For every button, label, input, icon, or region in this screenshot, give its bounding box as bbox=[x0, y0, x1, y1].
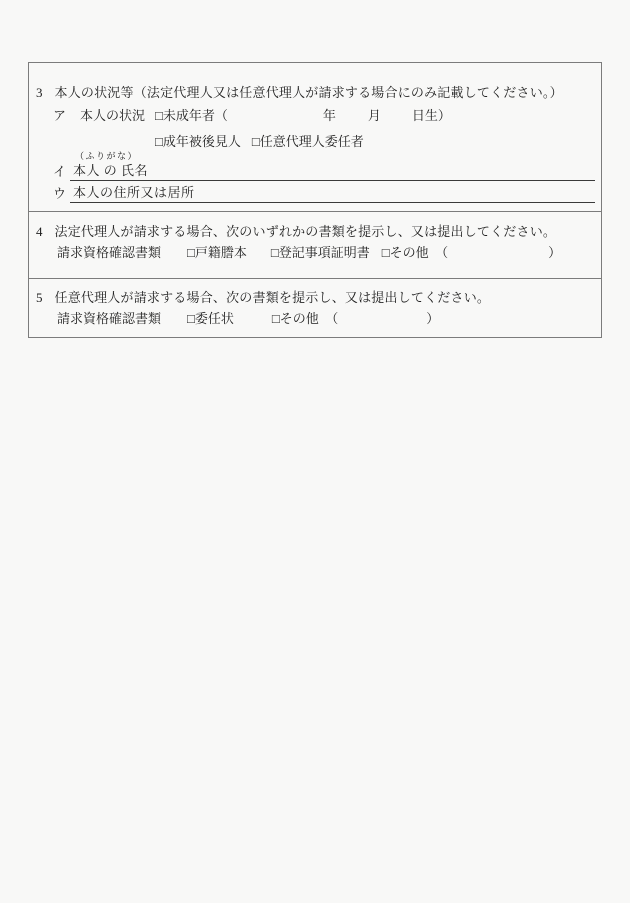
form-box bbox=[28, 62, 602, 338]
item-kana-a: ア bbox=[53, 108, 67, 123]
principal-name-field bbox=[70, 151, 595, 181]
row-principal-status-2 bbox=[29, 133, 601, 151]
section-legal-representative bbox=[29, 211, 601, 278]
qualification-docs-label-sec5: 請求資格確認書類 bbox=[57, 311, 162, 326]
section-principal-status bbox=[29, 63, 601, 211]
principal-status-label: 本人の状況 bbox=[80, 108, 146, 123]
other-close-paren-sec4: ） bbox=[548, 245, 562, 260]
row-principal-name bbox=[29, 151, 601, 181]
section4-title: 法定代理人が請求する場合、次のいずれかの書類を提示し、又は提出してください。 bbox=[54, 224, 557, 239]
section5-number: 5 bbox=[36, 290, 43, 305]
section5-documents-row bbox=[29, 310, 601, 328]
birthdate-close-label: 日生） bbox=[411, 108, 451, 123]
item-kana-u: ウ bbox=[53, 186, 67, 201]
checkbox-adult-ward: □成年被後見人 bbox=[155, 134, 241, 149]
name-label-group bbox=[70, 151, 148, 180]
principal-name-label: 本人 の 氏名 bbox=[73, 163, 149, 178]
checkbox-voluntary-delegator: □任意代理人委任者 bbox=[251, 134, 364, 149]
section4-documents-row bbox=[29, 244, 601, 262]
item-kana-i: イ bbox=[53, 164, 67, 179]
section4-number: 4 bbox=[36, 224, 43, 239]
principal-address-label: 本人の住所又は居所 bbox=[73, 185, 195, 200]
row-principal-status bbox=[29, 107, 601, 125]
qualification-docs-label: 請求資格確認書類 bbox=[57, 245, 162, 260]
section3-title: 本人の状況等（法定代理人又は任意代理人が請求する場合にのみ記載してください。） bbox=[54, 85, 563, 100]
principal-address-field bbox=[70, 184, 595, 203]
month-label: 月 bbox=[367, 108, 381, 123]
checkbox-family-register: □戸籍謄本 bbox=[187, 245, 247, 260]
section-voluntary-representative bbox=[29, 278, 601, 338]
checkbox-registry-certificate: □登記事項証明書 bbox=[270, 245, 370, 260]
section3-title-row bbox=[29, 84, 601, 102]
row-principal-address bbox=[29, 184, 601, 203]
checkbox-other-sec4: □その他 （ bbox=[381, 245, 449, 260]
checkbox-other-sec5: □その他 （ bbox=[271, 311, 339, 326]
section5-title: 任意代理人が請求する場合、次の書類を提示し、又は提出してください。 bbox=[54, 290, 491, 305]
checkbox-minor: □未成年者（ bbox=[155, 108, 228, 123]
section3-number: 3 bbox=[36, 85, 43, 100]
furigana-label: （ふりがな） bbox=[75, 151, 139, 161]
other-close-paren-sec5: ） bbox=[426, 311, 440, 326]
year-label: 年 bbox=[322, 108, 336, 123]
section4-title-row bbox=[29, 223, 601, 241]
section5-title-row bbox=[29, 289, 601, 307]
checkbox-power-of-attorney: □委任状 bbox=[187, 311, 234, 326]
